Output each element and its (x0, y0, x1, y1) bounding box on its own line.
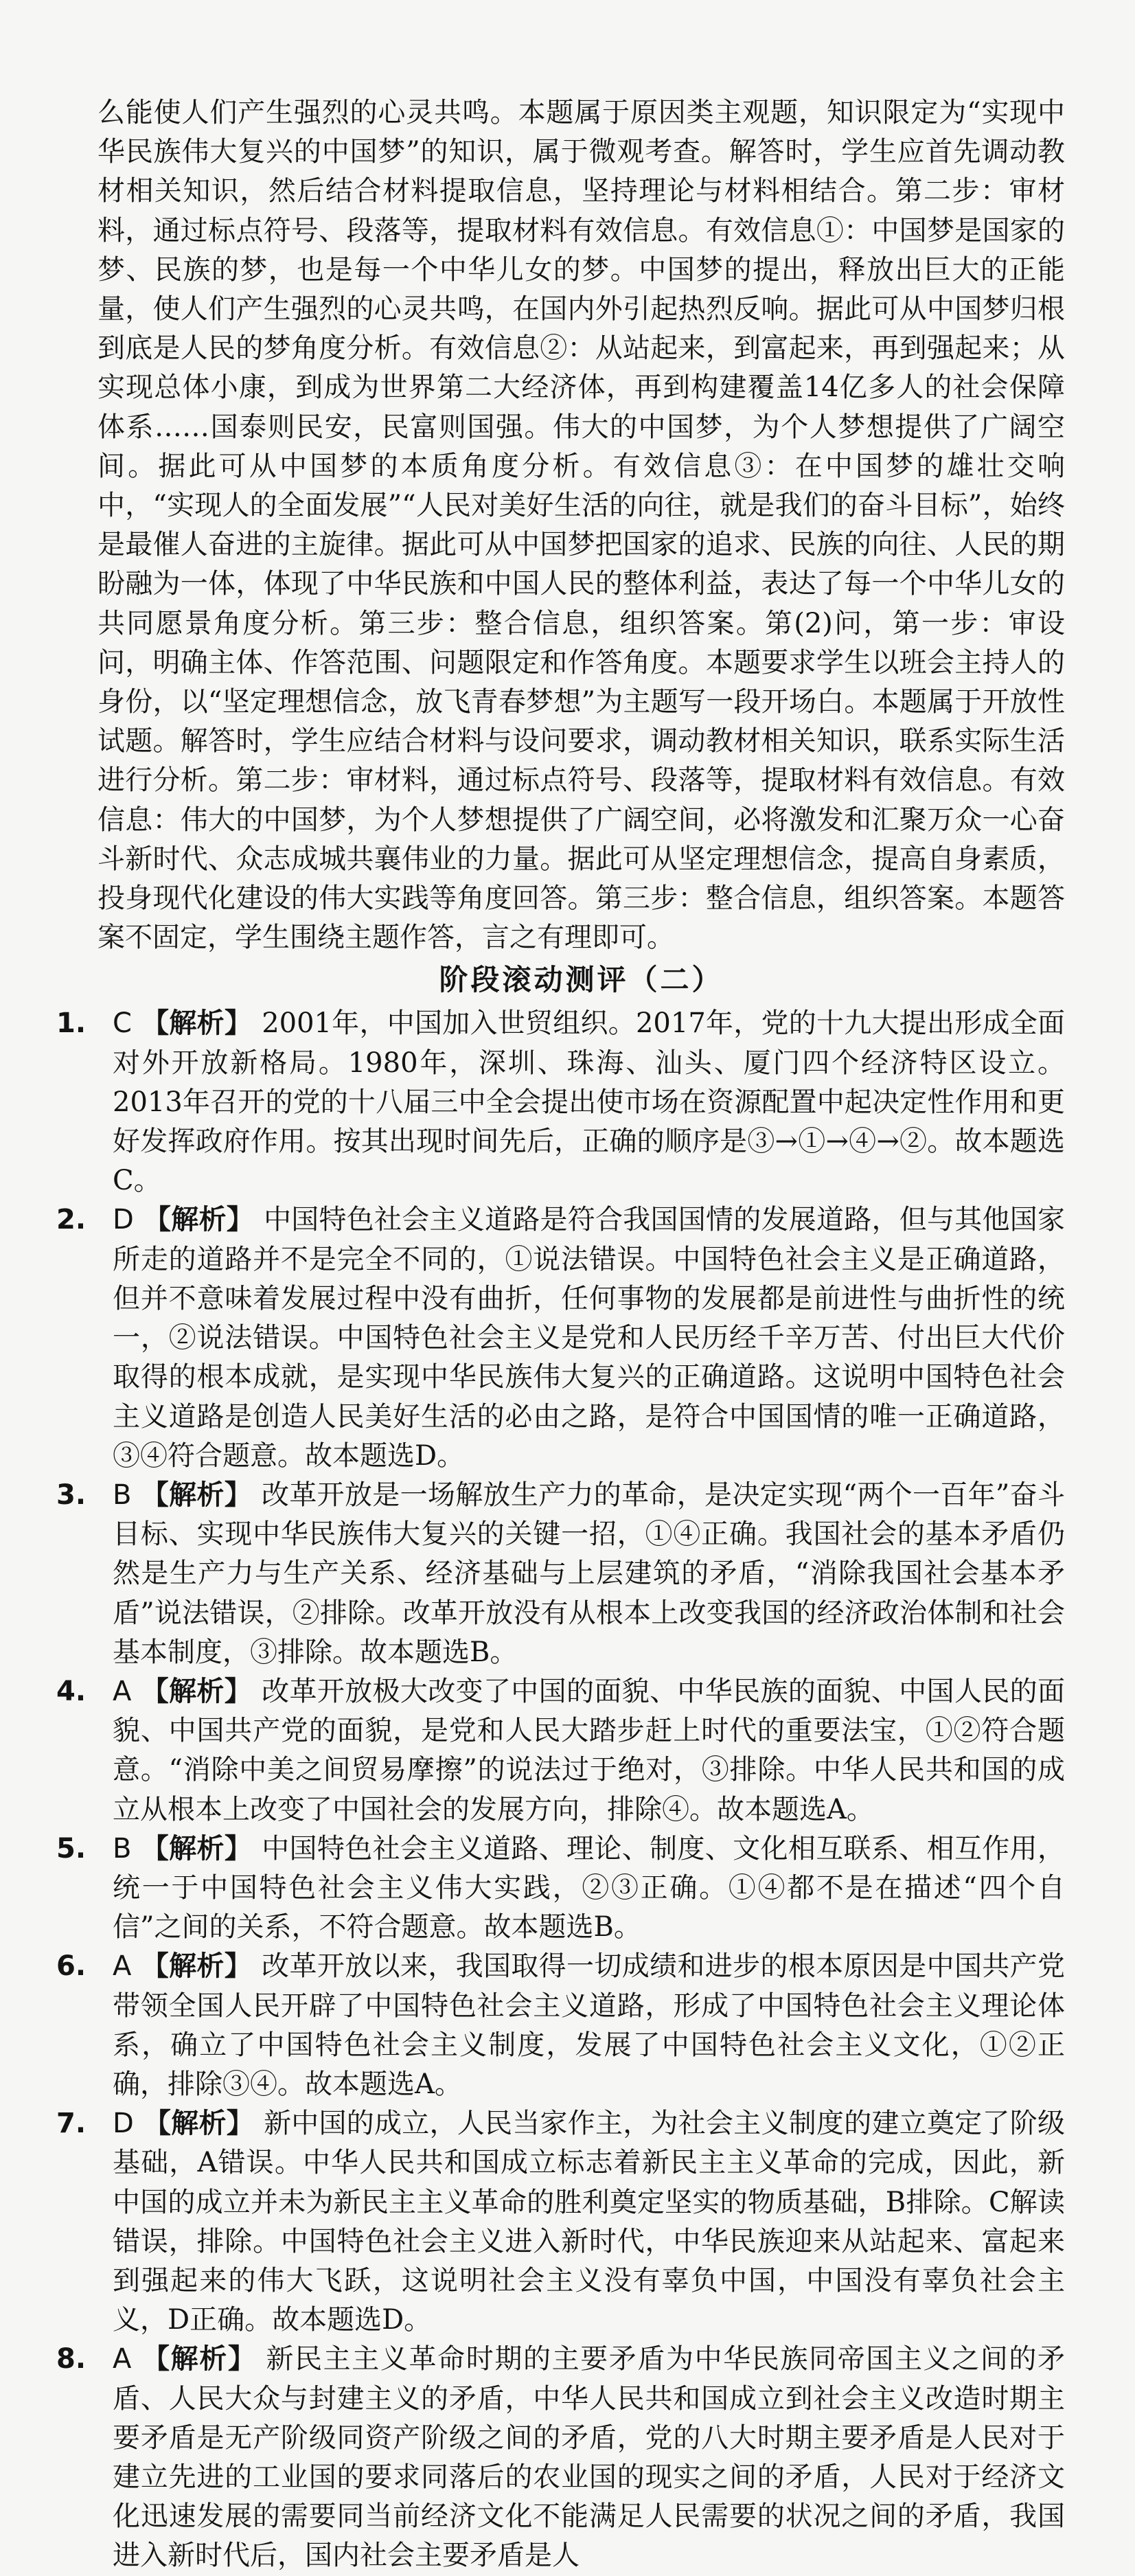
item-answer: A (113, 2343, 132, 2375)
item-text: 2001年，中国加入世贸组织。2017年，党的十九大提出形成全面对外开放新格局。1980年，深圳、珠海、汕头、厦门四个经济特区设立。2013年召开的党的十八届三中全会提出使市场在资源配置中起决定性作用和更好发挥政府作用。按其出现时间先后，正确的顺序是③→①→④→②。故本题选C。 (113, 1007, 1066, 1197)
item-text: 新民主主义革命时期的主要矛盾为中华民族同帝国主义之间的矛盾、人民大众与封建主义的矛盾，中华人民共和国成立到社会主义改造时期主要矛盾是无产阶级同资产阶级之间的矛盾，党的八大时期主要矛盾是人民对于建立先进的工业国的要求同落后的农业国的现实之间的矛盾，人民对于经济文化迅速发展的需要同当前经济文化不能满足人民需要的状况之间的矛盾，我国进入新时代后，国内社会主要矛盾是人 (113, 2343, 1066, 2572)
item-number: 5. (56, 1832, 87, 1865)
list-item (56, 1476, 1066, 1672)
item-answer: B (113, 1479, 132, 1511)
item-text: 改革开放是一场解放生产力的革命，是决定实现“两个一百年”奋斗目标、实现中华民族伟大复兴的关键一招，①④正确。我国社会的基本矛盾仍然是生产力与生产关系、经济基础与上层建筑的矛盾，“消除我国社会基本矛盾”说法错误，②排除。改革开放没有从根本上改变我国的经济政治体制和社会基本制度，③排除。故本题选B。 (113, 1479, 1066, 1668)
analysis-tag: 【解析】 (143, 2108, 255, 2140)
item-answer: B (113, 1832, 132, 1865)
item-number: 3. (56, 1479, 87, 1511)
list-item (56, 1672, 1066, 1830)
item-text: 改革开放以来，我国取得一切成绩和进步的根本原因是中国共产党带领全国人民开辟了中国特色社会主义道路，形成了中国特色社会主义理论体系，确立了中国特色社会主义制度，发展了中国特色社会主义文化，①②正确，排除③④。故本题选A。 (113, 1950, 1066, 2100)
list-item (56, 1947, 1066, 2104)
item-number: 4. (56, 1675, 87, 1707)
list-item (56, 1830, 1065, 1948)
analysis-tag: 【解析】 (141, 2343, 257, 2375)
item-answer: D (113, 1204, 134, 1236)
item-number: 2. (56, 1204, 87, 1236)
item-number: 6. (56, 1950, 87, 1983)
item-answer: A (113, 1950, 132, 1983)
list-item (56, 1200, 1066, 1475)
item-number: 1. (56, 1007, 87, 1040)
item-text: 改革开放极大改变了中国的面貌、中华民族的面貌、中国人民的面貌、中国共产党的面貌，是党和人民大踏步赶上时代的重要法宝，①②符合题意。“消除中美之间贸易摩擦”的说法过于绝对，③排除。中华人民共和国的成立从根本上改变了中国社会的发展方向，排除④。故本题选A。 (113, 1675, 1066, 1825)
section-title: 阶段滚动测评（二） (439, 963, 724, 997)
analysis-tag: 【解析】 (141, 1675, 253, 1707)
item-answer: C (113, 1007, 132, 1040)
analysis-tag: 【解析】 (143, 1204, 255, 1236)
item-text: 中国特色社会主义道路是符合我国国情的发展道路，但与其他国家所走的道路并不是完全不同的，①说法错误。中国特色社会主义是正确道路，但并不意味着发展过程中没有曲折，任何事物的发展都是前进性与曲折性的统一，②说法错误。中国特色社会主义是党和人民历经千辛万苦、付出巨大代价取得的根本成就，是实现中华民族伟大复兴的正确道路。这说明中国特色社会主义道路是创造人民美好生活的必由之路，是符合中国国情的唯一正确道路，③④符合题意。故本题选D。 (113, 1204, 1066, 1472)
list-item (56, 2104, 1066, 2340)
list-item (56, 1004, 1066, 1200)
item-text: 中国特色社会主义道路、理论、制度、文化相互联系、相互作用，统一于中国特色社会主义伟大实践，②③正确。①④都不是在描述“四个自信”之间的关系，不符合题意。故本题选B。 (113, 1832, 1065, 1944)
analysis-tag: 【解析】 (141, 1950, 253, 1983)
item-answer: A (113, 1675, 132, 1707)
analysis-tag: 【解析】 (141, 1007, 253, 1040)
analysis-tag: 【解析】 (141, 1832, 253, 1865)
analysis-tag: 【解析】 (141, 1479, 253, 1511)
item-number: 7. (56, 2108, 87, 2140)
item-text: 新中国的成立，人民当家作主，为社会主义制度的建立奠定了阶级基础，A错误。中华人民共和国成立标志着新民主主义革命的完成，因此，新中国的成立并未为新民主主义革命的胜利奠定坚实的物质基础，B排除。C解读错误，排除。中国特色社会主义进入新时代，中华民族迎来从站起来、富起来到强起来的伟大飞跃，这说明社会主义没有辜负中国，中国没有辜负社会主义，D正确。故本题选D。 (113, 2108, 1066, 2336)
item-number: 8. (56, 2343, 87, 2375)
answer-list (56, 1004, 1065, 2575)
item-answer: D (113, 2108, 134, 2140)
list-item (56, 2340, 1066, 2575)
intro-paragraph: 么能使人们产生强烈的心灵共鸣。本题属于原因类主观题，知识限定为“实现中华民族伟大复兴的中国梦”的知识，属于微观考查。解答时，学生应首先调动教材相关知识，然后结合材料提取信息，坚持理论与材料相结合。第二步：审材料，通过标点符号、段落等，提取材料有效信息。有效信息①：中国梦是国家的梦、民族的梦，也是每一个中华儿女的梦。中国梦的提出，释放出巨大的正能量，使人们产生强烈的心灵共鸣，在国内外引起热烈反响。据此可从中国梦归根到底是人民的梦角度分析。有效信息②：从站起来，到富起来，再到强起来；从实现总体小康，到成为世界第二大经济体，再到构建覆盖14亿多人的社会保障体系……国泰则民安，民富则国强。伟大的中国梦，为个人梦想提供了广阔空间。据此可从中国梦的本质角度分析。有效信息③：在中国梦的雄壮交响中，“实现人的全面发展”“人民对美好生活的向往，就是我们的奋斗目标”，始终是最催人奋进的主旋律。据此可从中国梦把国家的追求、民族的向往、人民的期盼融为一体，体现了中华民族和中国人民的整体利益，表达了每一个中华儿女的共同愿景角度分析。第三步：整合信息，组织答案。第(2)问，第一步：审设问，明确主体、作答范围、问题限定和作答角度。本题要求学生以班会主持人的身份，以“坚定理想信念，放飞青春梦想”为主题写一段开场白。本题属于开放性试题。解答时，学生应结合材料与设问要求，调动教材相关知识，联系实际生活进行分析。第二步：审材料，通过标点符号、段落等，提取材料有效信息。有效信息：伟大的中国梦，为个人梦想提供了广阔空间，必将激发和汇聚万众一心奋斗新时代、众志成城共襄伟业的力量。据此可从坚定理想信念，提高自身素质，投身现代化建设的伟大实践等角度回答。第三步：整合信息，组织答案。本题答案不固定，学生围绕主题作答，言之有理即可。 (98, 97, 1065, 954)
